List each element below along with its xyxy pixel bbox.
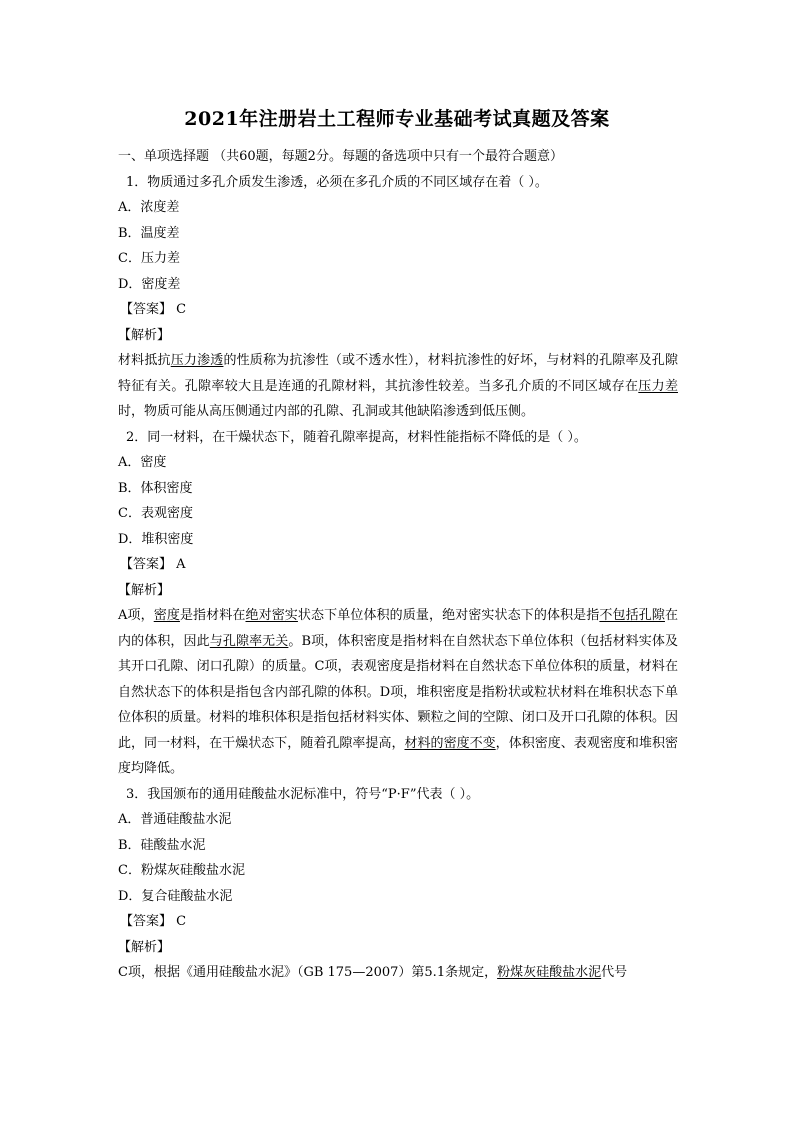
question-2-option-c: C．表观密度 [118,506,193,521]
question-3-option-a: A．普通硅酸盐水泥 [118,812,232,827]
question-2-answer: 【答案】 A [120,557,186,572]
question-1-stem: 1．物质通过多孔介质发生渗透，必须在多孔介质的不同区域存在着（ ）。 [126,174,548,190]
question-1-option-b: B．温度差 [118,225,180,241]
section-heading: 一、单项选择题 （共60题，每题2分。每题的备选项中只有一个最符合题意） [118,149,563,164]
question-1-analysis-label: 【解析】 [118,327,171,343]
document-title: 2021年注册岩土工程师专业基础考试真题及答案 [184,108,610,130]
question-1-answer: 【答案】 C [120,302,187,317]
question-2-stem: 2．同一材料，在干燥状态下，随着孔隙率提高，材料性能指标不降低的是（ ）。 [126,429,587,445]
question-1-option-d: D．密度差 [118,276,181,292]
question-1-analysis: 材料抵抗压力渗透的性质称为抗渗性（或不透水性），材料抗渗性的好坏，与材料的孔隙率及孔隙特征有关。孔隙率较大且是连通的孔隙材料，其抗渗性较差。当多孔介质的不同区域存在压力差时，物质可能从高压侧通过内部的孔隙、孔洞或其他缺陷渗透到低压侧。 [118,353,678,419]
question-3-option-b: B．硅酸盐水泥 [118,837,206,853]
question-2-option-d: D．堆积密度 [118,531,194,547]
question-3-option-d: D．复合硅酸盐水泥 [118,888,233,904]
document-body [118,144,678,986]
question-2-analysis: A项，密度是指材料在绝对密实状态下单位体积的质量，绝对密实状态下的体积是指不包括孔隙在内的体积，因此与孔隙率无关。B项，体积密度是指材料在自然状态下单位体积（包括材料实体及其开口孔隙、闭口孔隙）的质量。C项，表观密度是指材料在自然状态下单位体积的质量，材料在自然状态下的体积是指包含内部孔隙的体积。D项，堆积密度是指粉状或粒状材料在堆积状态下单位体积的质量。材料的堆积体积是指包括材料实体、颗粒之间的空隙、闭口及开口孔隙的体积。因此，同一材料，在干燥状态下，随着孔隙率提高，材料的密度不变，体积密度、表观密度和堆积密度均降低。 [118,608,678,776]
question-3-analysis-label: 【解析】 [118,939,171,955]
question-3-answer: 【答案】 C [120,914,187,929]
question-3-option-c: C．粉煤灰硅酸盐水泥 [118,863,245,878]
question-3-analysis: C项，根据《通用硅酸盐水泥》（GB 175—2007）第5.1条规定，粉煤灰硅酸盐水泥代号 [118,965,628,980]
question-2-analysis-label: 【解析】 [118,582,171,598]
question-1-option-a: A．浓度差 [118,200,180,215]
question-3-stem: 3．我国颁布的通用硅酸盐水泥标准中，符号“P·F”代表（ ）。 [126,786,480,802]
question-2-option-b: B．体积密度 [118,480,193,496]
question-1-option-c: C．压力差 [118,251,180,266]
question-2-option-a: A．密度 [118,455,167,470]
